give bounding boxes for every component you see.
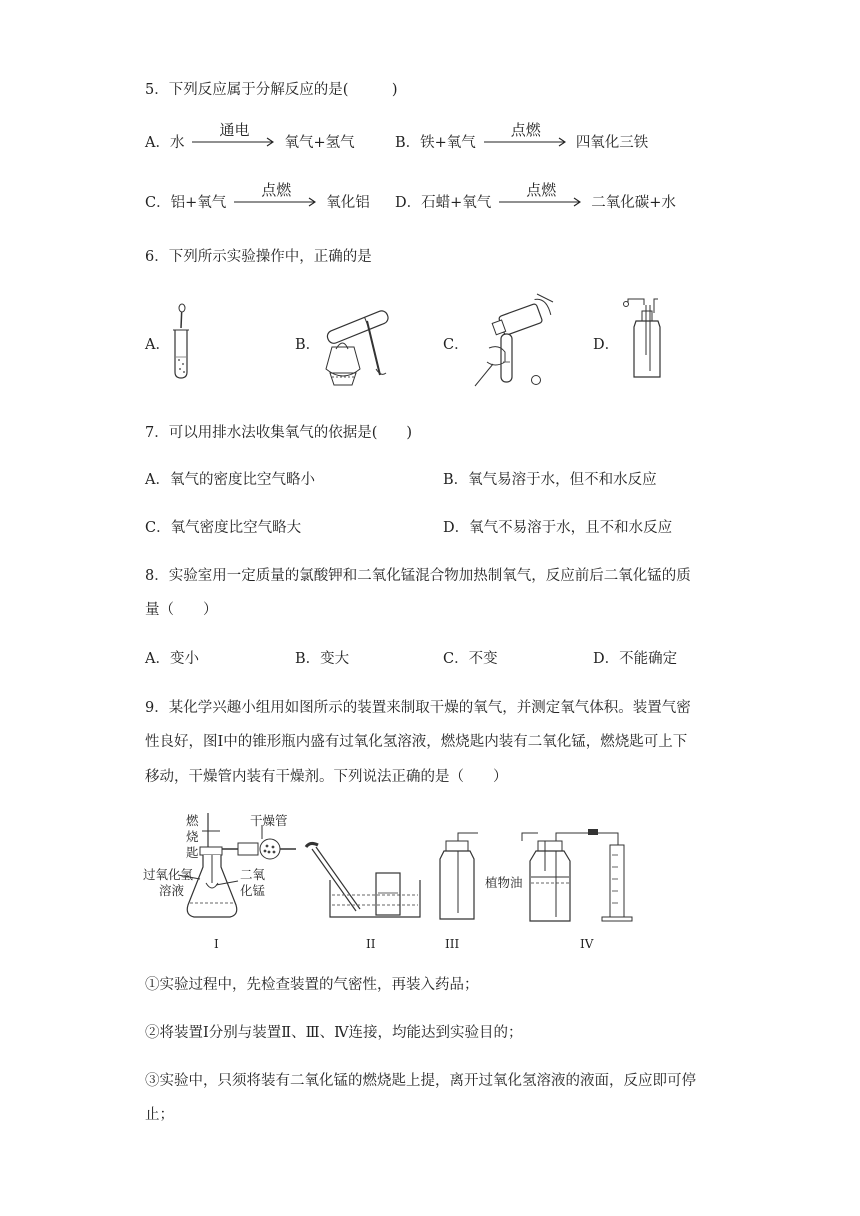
q9-stem-line3: 移动，干燥管内装有干燥剂。下列说法正确的是（ ） — [145, 769, 508, 785]
q6-stem: 6．下列所示实验操作中，正确的是 — [145, 249, 372, 265]
label-apparatus-2: II — [366, 937, 376, 951]
q5-a-prefix: A．水 — [145, 135, 185, 151]
q5-option-a — [145, 121, 355, 152]
label-line: 化锰 — [240, 883, 266, 898]
pouring-liquid-illustration — [465, 290, 555, 390]
apparatus-figure — [140, 805, 660, 955]
q5-d-product: 二氧化碳+水 — [591, 195, 676, 211]
q5-c-prefix: C．铝+氧气 — [145, 195, 227, 211]
q6-label-d: D． — [593, 337, 620, 353]
q9-statement-3-cont: 止； — [145, 1107, 174, 1123]
q8-stem-line2: 量（ ） — [145, 602, 218, 618]
label-line: 二氧 — [240, 867, 266, 882]
q6-label-b: B． — [295, 337, 321, 353]
label-apparatus-3: III — [445, 937, 460, 951]
q5-b-product: 四氧化三铁 — [575, 135, 649, 151]
heating-test-tube-illustration — [318, 297, 398, 389]
q8-option-c: C．不变 — [443, 651, 498, 667]
test-tube-with-dropper-illustration — [168, 302, 196, 380]
label-char: 燃 — [186, 813, 199, 828]
q9-statement-1: ①实验过程中，先检查装置的气密性，再装入药品； — [145, 977, 479, 993]
arrow-icon — [497, 197, 585, 207]
q8-option-a: A．变小 — [145, 651, 199, 667]
q8-option-b: B．变大 — [295, 651, 350, 667]
label-line: 溶液 — [159, 883, 185, 898]
reaction-arrow — [190, 121, 278, 151]
reaction-arrow — [232, 181, 320, 211]
label-ganzaoguan: 干燥管 — [250, 813, 288, 828]
label-apparatus-1: I — [214, 937, 219, 951]
label-char: 烧 — [186, 829, 199, 844]
q5-option-b — [395, 121, 649, 152]
q5-b-condition: 点燃 — [510, 121, 541, 139]
label-zhiwuyou: 植物油 — [485, 875, 523, 890]
q7-option-a: A．氧气的密度比空气略小 — [145, 472, 315, 488]
q5-stem: 5．下列反应属于分解反应的是( ) — [145, 82, 398, 98]
q5-a-condition: 通电 — [219, 121, 250, 139]
q8-stem-line1: 8．实验室用一定质量的氯酸钾和二氧化锰混合物加热制氧气，反应前后二氧化锰的质 — [145, 568, 691, 584]
q7-option-c: C．氧气密度比空气略大 — [145, 520, 302, 536]
q9-statement-3: ③实验中，只须将装有二氧化锰的燃烧匙上提，离开过氧化氢溶液的液面，反应即可停 — [145, 1073, 696, 1089]
q5-a-product: 氧气+氢气 — [284, 135, 355, 151]
q5-c-product: 氧化铝 — [326, 195, 370, 211]
label-eryanghuameng — [240, 867, 265, 899]
apparatus-diagram — [140, 805, 660, 955]
q6-label-c: C． — [443, 337, 469, 353]
q5-option-d — [395, 181, 676, 212]
q5-c-condition: 点燃 — [261, 181, 292, 199]
gas-bottle-illustration — [618, 295, 668, 380]
arrow-icon — [190, 137, 278, 147]
label-apparatus-4: IV — [580, 937, 594, 951]
q5-d-prefix: D．石蜡+氧气 — [395, 195, 492, 211]
q9-statement-2: ②将装置Ⅰ分别与装置Ⅱ、Ⅲ、Ⅳ连接，均能达到实验目的； — [145, 1025, 523, 1041]
reaction-arrow — [482, 121, 570, 151]
q6-label-a: A． — [145, 337, 170, 353]
q5-b-prefix: B．铁+氧气 — [395, 135, 476, 151]
q9-stem-line1: 9．某化学兴趣小组用如图所示的装置来制取干燥的氧气，并测定氧气体积。装置气密 — [145, 700, 691, 716]
arrow-icon — [482, 137, 570, 147]
q9-stem-line2: 性良好，图Ⅰ中的锥形瓶内盛有过氧化氢溶液，燃烧匙内装有二氧化锰，燃烧匙可上下 — [145, 734, 688, 750]
label-ranshaochi — [186, 813, 199, 861]
q7-stem: 7．可以用排水法收集氧气的依据是( ) — [145, 425, 413, 441]
q5-option-c — [145, 181, 370, 212]
label-char: 匙 — [186, 845, 199, 860]
label-guoyanghuaqing — [143, 867, 193, 899]
label-line: 过氧化氢 — [143, 867, 194, 882]
reaction-arrow — [497, 181, 585, 211]
q7-option-b: B．氧气易溶于水，但不和水反应 — [443, 472, 657, 488]
arrow-icon — [232, 197, 320, 207]
q8-option-d: D．不能确定 — [593, 651, 678, 667]
q5-d-condition: 点燃 — [526, 181, 557, 199]
q7-option-d: D．氧气不易溶于水，且不和水反应 — [443, 520, 673, 536]
